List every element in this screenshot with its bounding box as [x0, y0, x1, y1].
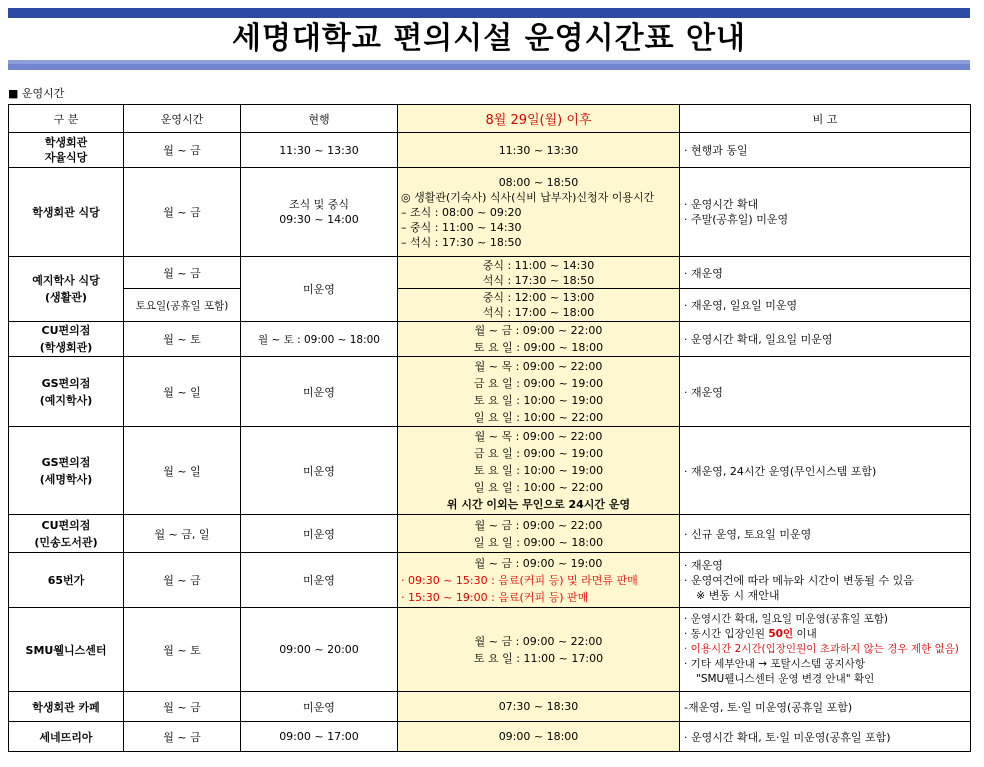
row-name: CU편의점: [41, 324, 91, 337]
after-line: 일 요 일 : 09:00 ~ 18:00: [473, 535, 604, 549]
after-line: 금 요 일 : 09:00 ~ 19:00: [473, 447, 604, 460]
row-name: GS편의점: [41, 455, 91, 469]
row-name: GS편의점: [41, 376, 91, 390]
row-name: (민송도서관): [34, 535, 98, 549]
after-line: · 15:30 ~ 19:00 : 음료(커피 등) 판매: [401, 590, 589, 604]
after-line: 일 요 일 : 10:00 ~ 22:00: [473, 481, 604, 494]
header-after: 8월 29일(월) 이후: [398, 105, 680, 133]
note-line: · 동시간 입장인원 50인 이내: [684, 628, 817, 640]
table-row: [9, 168, 971, 257]
row-name: (생활관): [45, 291, 87, 304]
row-current: 미운영: [241, 257, 398, 322]
after-line: 월 ~ 금 : 09:00 ~ 19:00: [474, 556, 603, 570]
after-line: ◎ 생활관(기숙사) 식사(식비 납부자)신청자 이용시간: [401, 190, 655, 204]
row-name: 자율식당: [44, 151, 88, 164]
row-note: · 재운영: [680, 357, 971, 427]
after-line: 08:00 ~ 18:50: [498, 175, 579, 189]
after-line: 위 시간 이외는 무인으로 24시간 운영: [446, 498, 631, 511]
table-row: [9, 553, 971, 608]
header-category: 구 분: [9, 105, 124, 133]
note-line: · 기타 세부안내 → 포탈시스템 공지사항: [684, 658, 865, 670]
after-line: 토 요 일 : 10:00 ~ 19:00: [473, 464, 604, 477]
after-line: – 중식 : 11:00 ~ 14:30: [401, 220, 522, 234]
table-row: [9, 427, 971, 515]
table-row: [9, 133, 971, 168]
row-after: 07:30 ~ 18:30: [398, 692, 680, 722]
after-line: 월 ~ 목 : 09:00 ~ 22:00: [474, 359, 603, 373]
row-after: 09:00 ~ 18:00: [398, 722, 680, 752]
row-current: 09:00 ~ 17:00: [241, 722, 398, 752]
after-line: · 09:30 ~ 15:30 : 음료(커피 등) 및 라면류 판매: [401, 573, 638, 587]
row-name: SMU웰니스센터: [9, 608, 124, 692]
row-hours: 월 ~ 금: [124, 257, 241, 289]
after-line: 중식 : 11:00 ~ 14:30: [482, 258, 595, 272]
row-note: -재운영, 토·일 미운영(공휴일 포함): [680, 692, 971, 722]
table-row: [9, 515, 971, 553]
row-hours: 월 ~ 토: [124, 322, 241, 357]
after-line: 토 요 일 : 09:00 ~ 18:00: [473, 341, 604, 354]
row-name: (세명학사): [39, 472, 93, 486]
row-hours: 월 ~ 일: [124, 357, 241, 427]
row-current: 조식 및 중식: [288, 198, 350, 211]
row-note: · 운영시간 확대, 일요일 미운영: [680, 322, 971, 357]
row-current: 미운영: [241, 357, 398, 427]
after-line: 토 요 일 : 11:00 ~ 17:00: [473, 651, 604, 665]
row-name: 학생회관: [44, 136, 88, 149]
after-line: 석식 : 17:00 ~ 18:00: [482, 306, 595, 319]
row-note: · 현행과 동일: [680, 133, 971, 168]
row-hours: 토요일(공휴일 포함): [124, 289, 241, 322]
header-hours: 운영시간: [124, 105, 241, 133]
row-current: 미운영: [241, 427, 398, 515]
after-line: 월 ~ 목 : 09:00 ~ 22:00: [474, 430, 603, 443]
after-line: 일 요 일 : 10:00 ~ 22:00: [473, 410, 604, 424]
page-title: 세명대학교 편의시설 운영시간표 안내: [231, 21, 746, 56]
title-top-bar: [8, 8, 970, 18]
after-line: 월 ~ 금 : 09:00 ~ 22:00: [474, 518, 603, 532]
row-name: 학생회관 식당: [9, 168, 124, 257]
table-row: [9, 357, 971, 427]
row-hours: 월 ~ 금: [124, 553, 241, 608]
note-line: · 운영시간 확대, 일요일 미운영(공휴일 포함): [684, 613, 888, 625]
row-note: · 신규 운영, 토요일 미운영: [680, 515, 971, 553]
row-hours: 월 ~ 금: [124, 722, 241, 752]
row-name: (학생회관): [39, 341, 93, 354]
row-current: 09:00 ~ 20:00: [241, 608, 398, 692]
row-name: 세네뜨리아: [9, 722, 124, 752]
row-current: 11:30 ~ 13:30: [241, 133, 398, 168]
after-line: – 석식 : 17:30 ~ 18:50: [401, 235, 522, 249]
row-hours: 월 ~ 금: [124, 168, 241, 257]
table-row: [9, 257, 971, 289]
row-note: · 운영시간 확대, 토·일 미운영(공휴일 포함): [680, 722, 971, 752]
row-name: CU편의점: [41, 518, 91, 532]
note-line: · 재운영: [684, 558, 723, 572]
row-current: 월 ~ 토 : 09:00 ~ 18:00: [241, 322, 398, 357]
row-note: · 재운영, 24시간 운영(무인시스템 포함): [680, 427, 971, 515]
after-line: 금 요 일 : 09:00 ~ 19:00: [473, 376, 604, 390]
table-row: [9, 322, 971, 357]
hours-table: [8, 104, 971, 752]
after-line: 월 ~ 금 : 09:00 ~ 22:00: [474, 634, 603, 648]
row-current: 미운영: [241, 692, 398, 722]
after-line: 석식 : 17:30 ~ 18:50: [482, 273, 595, 287]
note-line: "SMU웰니스센터 운영 변경 안내" 확인: [696, 673, 875, 685]
table-row: [9, 289, 971, 322]
after-line: – 조식 : 08:00 ~ 09:20: [401, 205, 522, 219]
capacity-value: 50인: [768, 628, 794, 640]
header-current: 현행: [241, 105, 398, 133]
row-current: 09:30 ~ 14:00: [279, 213, 359, 226]
row-after: 11:30 ~ 13:30: [398, 133, 680, 168]
table-row: [9, 608, 971, 692]
note-line: · 주말(공휴일) 미운영: [684, 213, 789, 226]
note-line: · 운영시간 확대: [684, 198, 759, 211]
row-current: 미운영: [241, 515, 398, 553]
table-row: [9, 722, 971, 752]
table-row: [9, 692, 971, 722]
header-row: [9, 105, 971, 133]
row-hours: 월 ~ 토: [124, 608, 241, 692]
note-line: · 운영여건에 따라 메뉴와 시간이 변동될 수 있음: [684, 573, 914, 587]
after-line: 중식 : 12:00 ~ 13:00: [482, 291, 595, 304]
row-hours: 월 ~ 금, 일: [124, 515, 241, 553]
row-hours: 월 ~ 일: [124, 427, 241, 515]
row-current: 미운영: [241, 553, 398, 608]
row-name: 예지학사 식당: [32, 274, 100, 287]
row-name: 65번가: [9, 553, 124, 608]
section-label: ■ 운영시간: [8, 87, 65, 100]
header-note: 비 고: [680, 105, 971, 133]
title-bottom-bar-shade: [8, 64, 970, 70]
row-name: 학생회관 카페: [9, 692, 124, 722]
row-name: (예지학사): [39, 393, 93, 407]
note-line: ※ 변동 시 재안내: [696, 588, 780, 602]
note-line: · 이용시간 2시간(입장인원이 초과하지 않는 경우 제한 없음): [684, 643, 959, 655]
row-note: · 재운영, 일요일 미운영: [680, 289, 971, 322]
row-note: · 재운영: [680, 257, 971, 289]
row-hours: 월 ~ 금: [124, 692, 241, 722]
after-line: 토 요 일 : 10:00 ~ 19:00: [473, 393, 604, 407]
after-line: 월 ~ 금 : 09:00 ~ 22:00: [474, 324, 603, 337]
row-hours: 월 ~ 금: [124, 133, 241, 168]
